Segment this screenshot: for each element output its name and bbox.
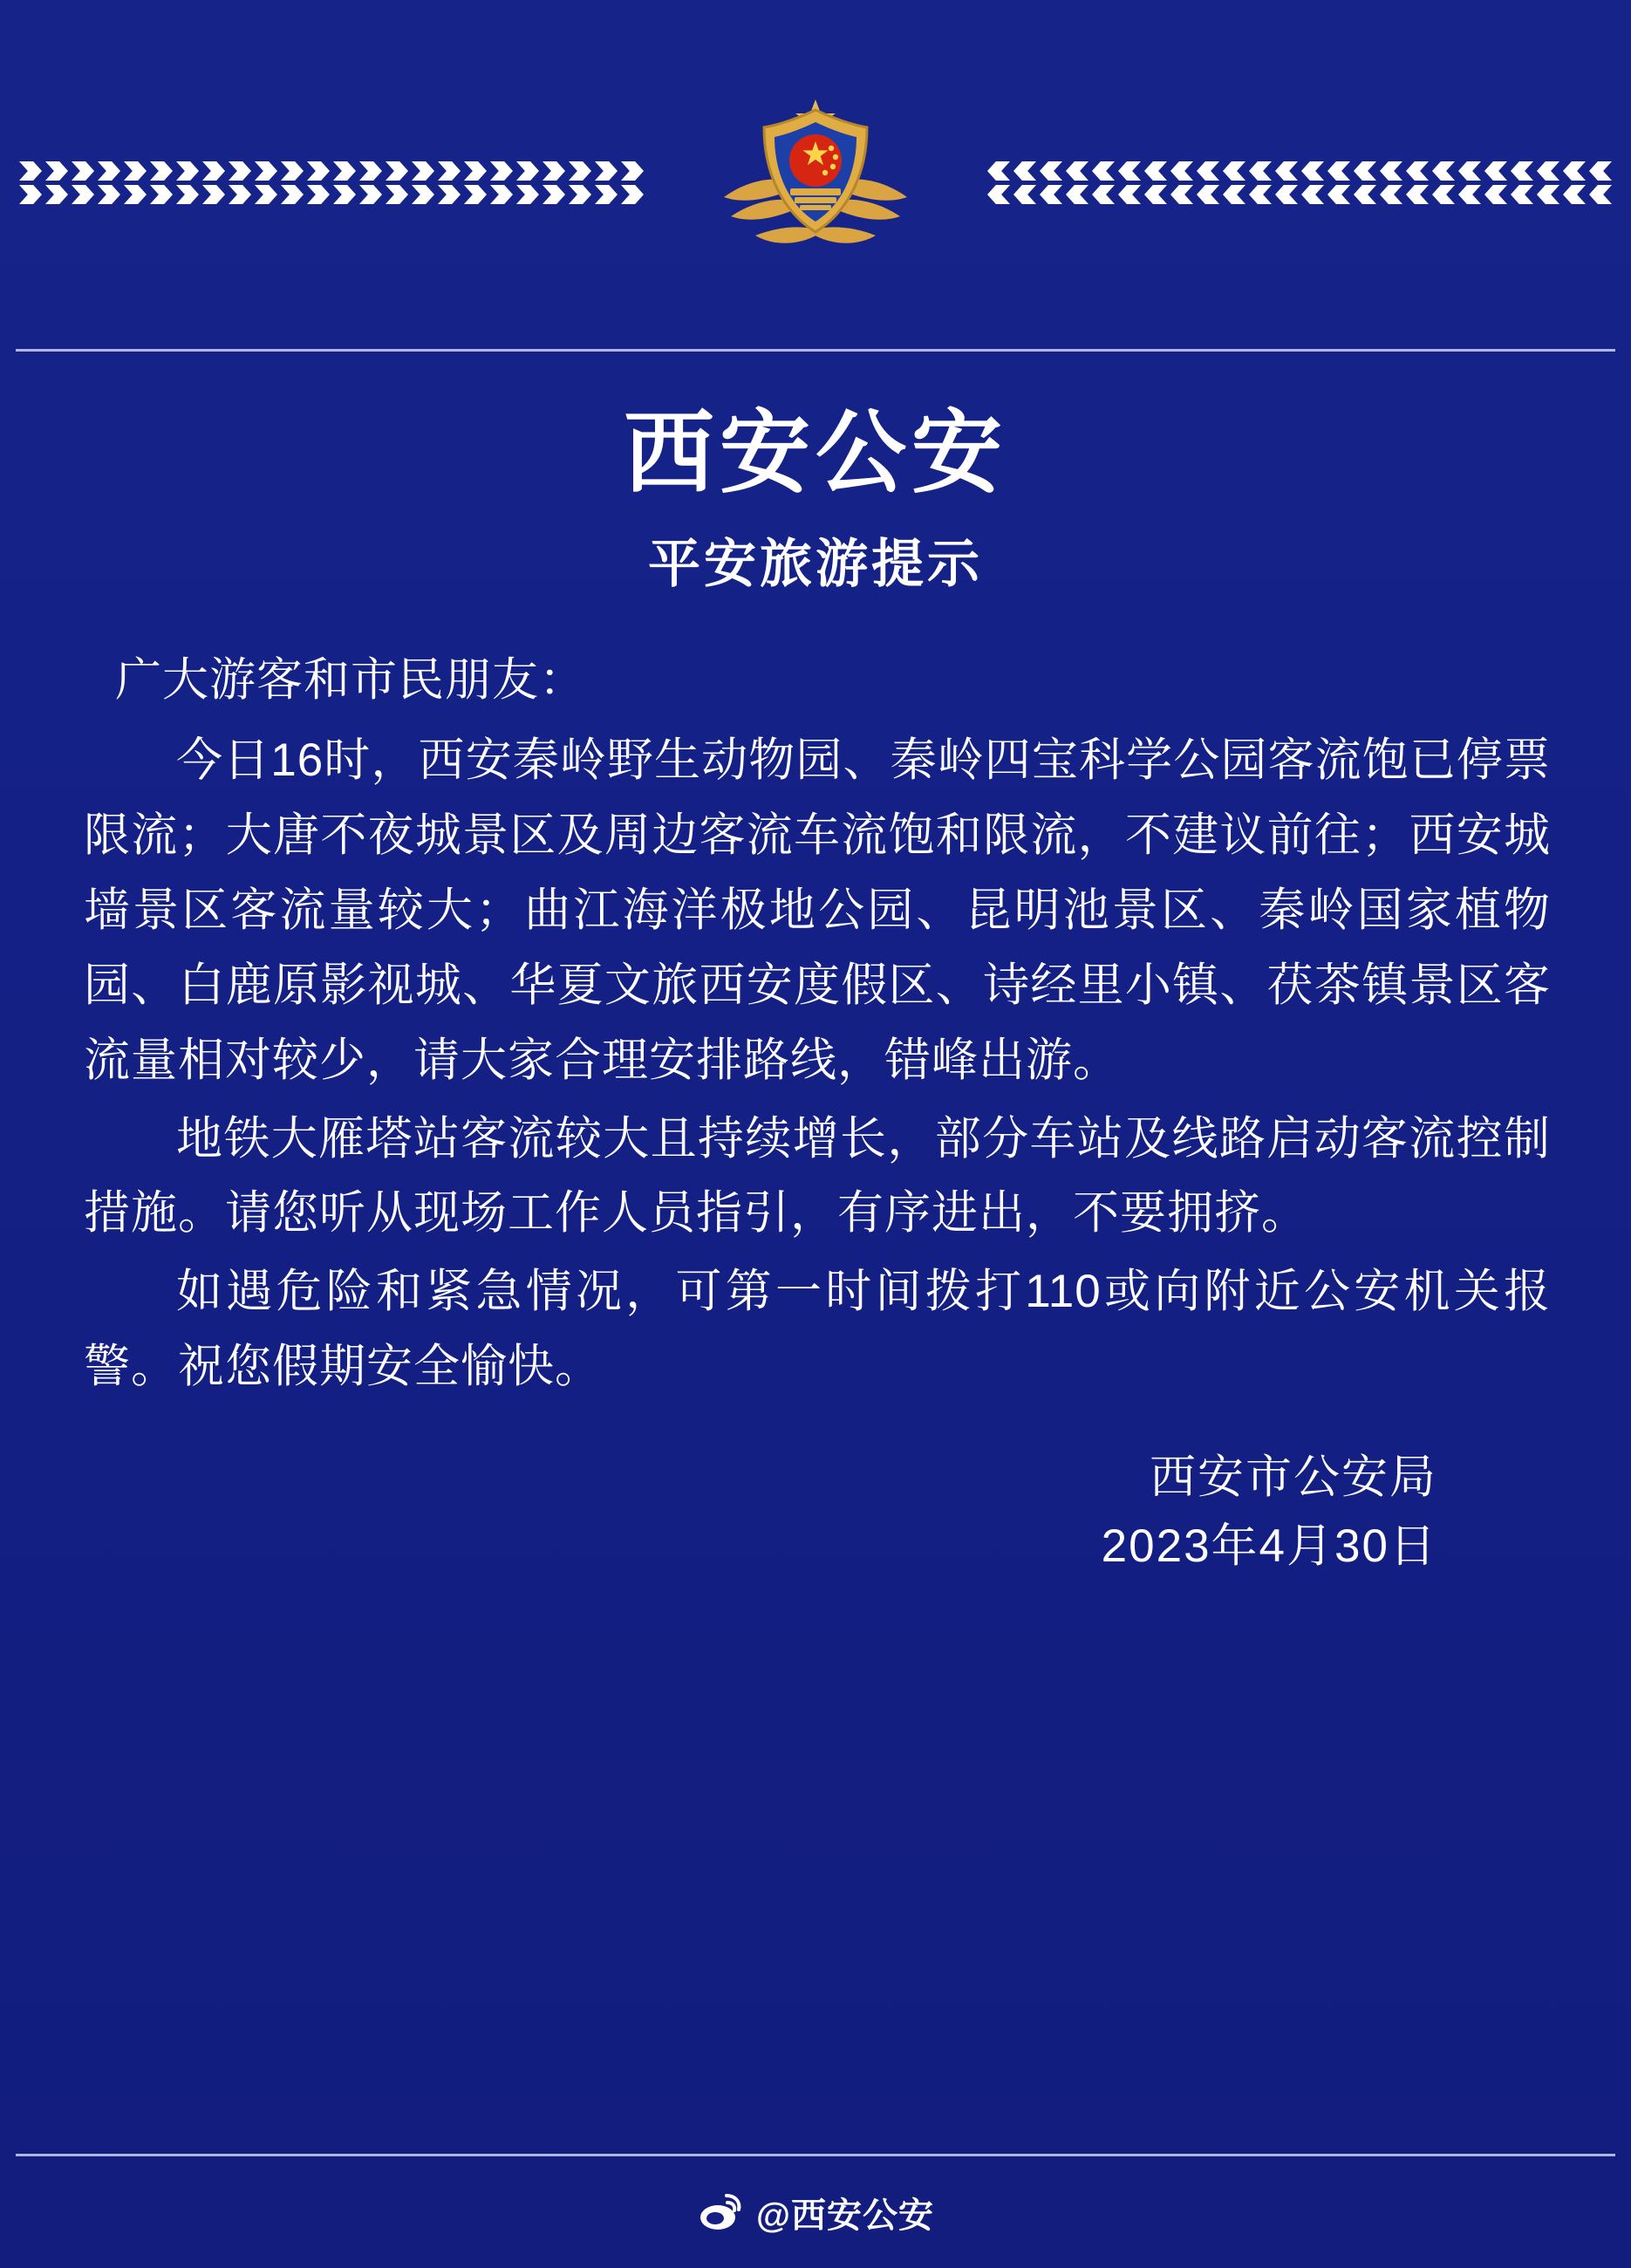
header-divider <box>16 349 1615 352</box>
notice-body <box>0 598 1631 1581</box>
laurel-chevron-left-icon <box>19 156 644 210</box>
police-badge-icon <box>706 94 925 269</box>
notice-paragraph-1: 今日16时，西安秦岭野生动物园、秦岭四宝科学公园客流饱已停票限流；大唐不夜城景区及周边客流车流饱和限流，不建议前往；西安城墙景区客流量较大；曲江海洋极地公园、昆明池景区、秦岭国家植物园、白鹿原影视城、华夏文旅西安度假区、诗经里小镇、茯茶镇景区客流量相对较少，请大家合理安排路线，错峰出游。 <box>84 734 1551 1086</box>
footer-account-handle: @西安公安 <box>755 2196 934 2235</box>
notice-paragraph-2: 地铁大雁塔站客流较大且持续增长，部分车站及线路启动客流控制措施。请您听从现场工作人员指引，有序进出，不要拥挤。 <box>84 1112 1551 1240</box>
title-block <box>0 352 1631 598</box>
notice-paragraph-3: 如遇危险和紧急情况，可第一时间拨打110或向附近公安机关报警。祝您假期安全愉快。 <box>84 1266 1551 1393</box>
salutation-text: 广大游客和市民朋友： <box>115 654 586 707</box>
signature-block <box>84 1443 1551 1581</box>
poster-header <box>0 0 1631 349</box>
page-subtitle: 平安旅游提示 <box>648 535 983 594</box>
laurel-chevron-right-icon <box>987 156 1612 210</box>
page-title: 西安公安 <box>623 403 1007 504</box>
signature-organization: 西安市公安局 <box>1150 1451 1437 1503</box>
signature-date: 2023年4月30日 <box>1101 1520 1437 1573</box>
weibo-icon <box>697 2189 744 2236</box>
content-spacer <box>0 1581 1631 2154</box>
footer-divider <box>16 2154 1615 2156</box>
poster-footer <box>0 2156 1631 2268</box>
